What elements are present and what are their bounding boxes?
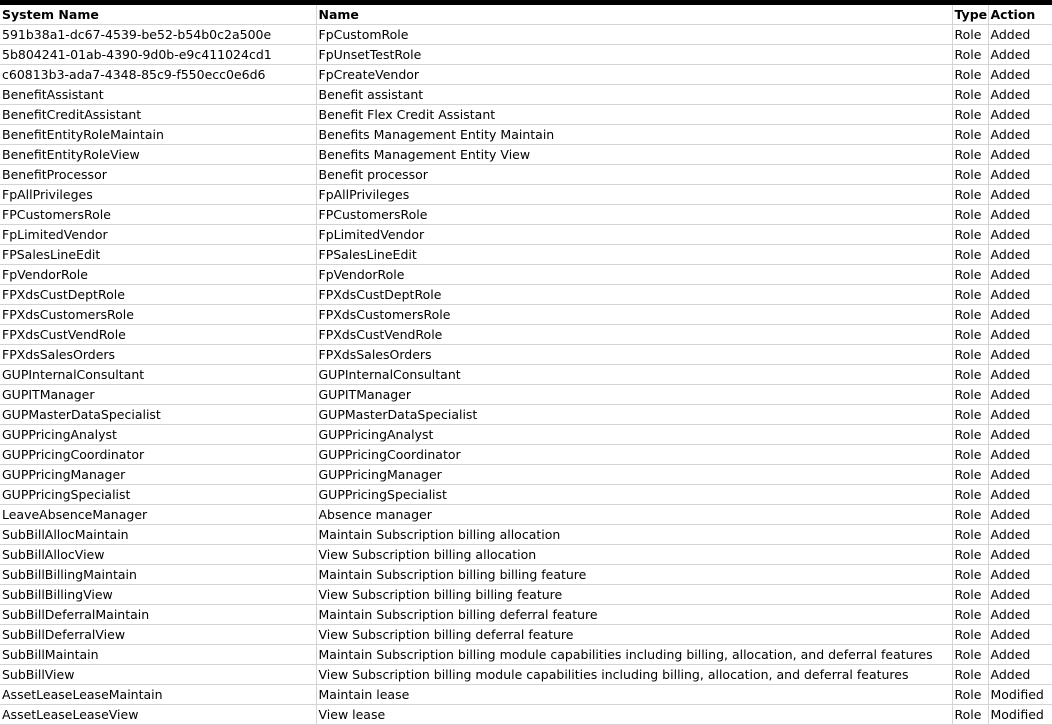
cell-name[interactable]: GUPPricingAnalyst: [316, 425, 952, 445]
cell-name[interactable]: FPCustomersRole: [316, 205, 952, 225]
cell-action[interactable]: Added: [988, 165, 1052, 185]
cell-action[interactable]: Added: [988, 525, 1052, 545]
cell-system-name[interactable]: SubBillView: [0, 665, 316, 685]
cell-system-name[interactable]: GUPPricingAnalyst: [0, 425, 316, 445]
cell-name[interactable]: Benefit assistant: [316, 85, 952, 105]
cell-name[interactable]: FpLimitedVendor: [316, 225, 952, 245]
cell-type[interactable]: Role: [952, 145, 988, 165]
table-row: [0, 345, 1052, 365]
header-action[interactable]: Action: [988, 4, 1052, 25]
table-row: [0, 25, 1052, 45]
cell-type[interactable]: Role: [952, 185, 988, 205]
cell-action[interactable]: Added: [988, 465, 1052, 485]
table-row: [0, 645, 1052, 665]
table-row: [0, 485, 1052, 505]
cell-name[interactable]: Maintain Subscription billing deferral feature: [316, 605, 952, 625]
cell-type[interactable]: Role: [952, 525, 988, 545]
table-row: [0, 185, 1052, 205]
cell-system-name[interactable]: FPXdsCustomersRole: [0, 305, 316, 325]
cell-action[interactable]: Added: [988, 585, 1052, 605]
cell-name[interactable]: View Subscription billing module capabilities including billing, allocation, and deferral features: [316, 665, 952, 685]
table-row: [0, 405, 1052, 425]
table-row: [0, 685, 1052, 705]
table-row: [0, 625, 1052, 645]
cell-system-name[interactable]: SubBillBillingView: [0, 585, 316, 605]
cell-system-name[interactable]: AssetLeaseLeaseView: [0, 705, 316, 725]
cell-name[interactable]: Maintain Subscription billing module capabilities including billing, allocation, and deferral features: [316, 645, 952, 665]
table-row: [0, 465, 1052, 485]
table-row: [0, 105, 1052, 125]
table-row: [0, 545, 1052, 565]
cell-type[interactable]: Role: [952, 285, 988, 305]
cell-name[interactable]: FpAllPrivileges: [316, 185, 952, 205]
cell-action[interactable]: Added: [988, 125, 1052, 145]
cell-system-name[interactable]: GUPPricingSpecialist: [0, 485, 316, 505]
cell-action[interactable]: Added: [988, 445, 1052, 465]
cell-name[interactable]: View lease: [316, 705, 952, 725]
cell-type[interactable]: Role: [952, 45, 988, 65]
table-row: [0, 125, 1052, 145]
table-row: [0, 365, 1052, 385]
cell-system-name[interactable]: GUPMasterDataSpecialist: [0, 405, 316, 425]
cell-name[interactable]: GUPInternalConsultant: [316, 365, 952, 385]
cell-action[interactable]: Modified: [988, 685, 1052, 705]
cell-name[interactable]: Maintain lease: [316, 685, 952, 705]
table-row: [0, 145, 1052, 165]
cell-type[interactable]: Role: [952, 645, 988, 665]
cell-type[interactable]: Role: [952, 85, 988, 105]
cell-system-name[interactable]: GUPInternalConsultant: [0, 365, 316, 385]
table-row: [0, 385, 1052, 405]
cell-action[interactable]: Added: [988, 365, 1052, 385]
cell-system-name[interactable]: BenefitAssistant: [0, 85, 316, 105]
table-row: [0, 65, 1052, 85]
cell-type[interactable]: Role: [952, 125, 988, 145]
cell-type[interactable]: Role: [952, 485, 988, 505]
cell-type[interactable]: Role: [952, 585, 988, 605]
cell-action[interactable]: Added: [988, 185, 1052, 205]
cell-system-name[interactable]: c60813b3-ada7-4348-85c9-f550ecc0e6d6: [0, 65, 316, 85]
cell-name[interactable]: FPXdsSalesOrders: [316, 345, 952, 365]
cell-type[interactable]: Role: [952, 165, 988, 185]
cell-system-name[interactable]: SubBillDeferralView: [0, 625, 316, 645]
cell-name[interactable]: Benefits Management Entity Maintain: [316, 125, 952, 145]
cell-action[interactable]: Added: [988, 545, 1052, 565]
cell-action[interactable]: Added: [988, 345, 1052, 365]
cell-action[interactable]: Added: [988, 45, 1052, 65]
cell-action[interactable]: Added: [988, 145, 1052, 165]
cell-system-name[interactable]: BenefitEntityRoleView: [0, 145, 316, 165]
table-row: [0, 425, 1052, 445]
cell-name[interactable]: Benefits Management Entity View: [316, 145, 952, 165]
cell-action[interactable]: Added: [988, 605, 1052, 625]
cell-name[interactable]: FPSalesLineEdit: [316, 245, 952, 265]
cell-type[interactable]: Role: [952, 225, 988, 245]
cell-action[interactable]: Added: [988, 565, 1052, 585]
cell-type[interactable]: Role: [952, 565, 988, 585]
table-row: [0, 285, 1052, 305]
table-row: [0, 325, 1052, 345]
table-row: [0, 165, 1052, 185]
table-row: [0, 705, 1052, 725]
cell-action[interactable]: Added: [988, 225, 1052, 245]
cell-name[interactable]: View Subscription billing deferral feature: [316, 625, 952, 645]
header-type[interactable]: Type: [952, 4, 988, 25]
cell-action[interactable]: Added: [988, 265, 1052, 285]
cell-type[interactable]: Role: [952, 405, 988, 425]
cell-system-name[interactable]: SubBillDeferralMaintain: [0, 605, 316, 625]
table-row: [0, 585, 1052, 605]
cell-system-name[interactable]: BenefitCreditAssistant: [0, 105, 316, 125]
cell-name[interactable]: FpCustomRole: [316, 25, 952, 45]
table-row: [0, 505, 1052, 525]
cell-system-name[interactable]: FPSalesLineEdit: [0, 245, 316, 265]
cell-name[interactable]: GUPPricingCoordinator: [316, 445, 952, 465]
cell-type[interactable]: Role: [952, 685, 988, 705]
cell-system-name[interactable]: GUPPricingManager: [0, 465, 316, 485]
cell-name[interactable]: FPXdsCustomersRole: [316, 305, 952, 325]
header-system-name[interactable]: System Name: [0, 4, 316, 25]
cell-name[interactable]: FPXdsCustVendRole: [316, 325, 952, 345]
cell-name[interactable]: GUPPricingManager: [316, 465, 952, 485]
cell-type[interactable]: Role: [952, 265, 988, 285]
table-body: [0, 25, 1052, 725]
cell-system-name[interactable]: FPCustomersRole: [0, 205, 316, 225]
cell-system-name[interactable]: FpAllPrivileges: [0, 185, 316, 205]
cell-system-name[interactable]: BenefitProcessor: [0, 165, 316, 185]
cell-system-name[interactable]: SubBillMaintain: [0, 645, 316, 665]
cell-type[interactable]: Role: [952, 105, 988, 125]
cell-name[interactable]: Benefit Flex Credit Assistant: [316, 105, 952, 125]
cell-action[interactable]: Added: [988, 205, 1052, 225]
cell-action[interactable]: Added: [988, 105, 1052, 125]
cell-action[interactable]: Added: [988, 645, 1052, 665]
cell-name[interactable]: View Subscription billing allocation: [316, 545, 952, 565]
table-row: [0, 265, 1052, 285]
table-row: [0, 305, 1052, 325]
cell-type[interactable]: Role: [952, 325, 988, 345]
cell-type[interactable]: Role: [952, 425, 988, 445]
cell-name[interactable]: GUPITManager: [316, 385, 952, 405]
cell-type[interactable]: Role: [952, 465, 988, 485]
cell-system-name[interactable]: LeaveAbsenceManager: [0, 505, 316, 525]
cell-type[interactable]: Role: [952, 245, 988, 265]
cell-type[interactable]: Role: [952, 365, 988, 385]
cell-action[interactable]: Added: [988, 25, 1052, 45]
cell-type[interactable]: Role: [952, 445, 988, 465]
table-row: [0, 565, 1052, 585]
cell-system-name[interactable]: FpLimitedVendor: [0, 225, 316, 245]
cell-action[interactable]: Added: [988, 385, 1052, 405]
cell-type[interactable]: Role: [952, 205, 988, 225]
cell-name[interactable]: Maintain Subscription billing allocation: [316, 525, 952, 545]
cell-name[interactable]: GUPMasterDataSpecialist: [316, 405, 952, 425]
cell-name[interactable]: View Subscription billing billing feature: [316, 585, 952, 605]
table-row: [0, 45, 1052, 65]
cell-type[interactable]: Role: [952, 625, 988, 645]
cell-action[interactable]: Added: [988, 665, 1052, 685]
cell-name[interactable]: Absence manager: [316, 505, 952, 525]
cell-system-name[interactable]: SubBillAllocView: [0, 545, 316, 565]
cell-action[interactable]: Added: [988, 425, 1052, 445]
cell-type[interactable]: Role: [952, 345, 988, 365]
cell-type[interactable]: Role: [952, 605, 988, 625]
cell-name[interactable]: Maintain Subscription billing billing feature: [316, 565, 952, 585]
cell-system-name[interactable]: 591b38a1-dc67-4539-be52-b54b0c2a500e: [0, 25, 316, 45]
cell-action[interactable]: Added: [988, 405, 1052, 425]
cell-action[interactable]: Added: [988, 305, 1052, 325]
cell-system-name[interactable]: SubBillAllocMaintain: [0, 525, 316, 545]
table-row: [0, 245, 1052, 265]
cell-system-name[interactable]: FPXdsCustVendRole: [0, 325, 316, 345]
cell-name[interactable]: FpVendorRole: [316, 265, 952, 285]
cell-action[interactable]: Added: [988, 85, 1052, 105]
table-row: [0, 605, 1052, 625]
cell-type[interactable]: Role: [952, 25, 988, 45]
cell-system-name[interactable]: AssetLeaseLeaseMaintain: [0, 685, 316, 705]
header-name[interactable]: Name: [316, 4, 952, 25]
table-row: [0, 445, 1052, 465]
cell-type[interactable]: Role: [952, 545, 988, 565]
table-row: [0, 85, 1052, 105]
cell-action[interactable]: Added: [988, 485, 1052, 505]
table-row: [0, 205, 1052, 225]
cell-action[interactable]: Modified: [988, 705, 1052, 725]
cell-type[interactable]: Role: [952, 65, 988, 85]
table-row: [0, 665, 1052, 685]
cell-action[interactable]: Added: [988, 65, 1052, 85]
cell-system-name[interactable]: BenefitEntityRoleMaintain: [0, 125, 316, 145]
cell-type[interactable]: Role: [952, 305, 988, 325]
cell-system-name[interactable]: FpVendorRole: [0, 265, 316, 285]
cell-system-name[interactable]: 5b804241-01ab-4390-9d0b-e9c411024cd1: [0, 45, 316, 65]
cell-name[interactable]: FpUnsetTestRole: [316, 45, 952, 65]
cell-type[interactable]: Role: [952, 385, 988, 405]
cell-action[interactable]: Added: [988, 625, 1052, 645]
cell-system-name[interactable]: GUPPricingCoordinator: [0, 445, 316, 465]
cell-system-name[interactable]: SubBillBillingMaintain: [0, 565, 316, 585]
cell-type[interactable]: Role: [952, 705, 988, 725]
roles-table: [0, 3, 1052, 725]
cell-system-name[interactable]: FPXdsSalesOrders: [0, 345, 316, 365]
cell-name[interactable]: FPXdsCustDeptRole: [316, 285, 952, 305]
cell-type[interactable]: Role: [952, 505, 988, 525]
cell-type[interactable]: Role: [952, 665, 988, 685]
cell-action[interactable]: Added: [988, 245, 1052, 265]
cell-action[interactable]: Added: [988, 325, 1052, 345]
cell-name[interactable]: Benefit processor: [316, 165, 952, 185]
header-row: [0, 4, 1052, 25]
cell-action[interactable]: Added: [988, 285, 1052, 305]
cell-system-name[interactable]: GUPITManager: [0, 385, 316, 405]
cell-action[interactable]: Added: [988, 505, 1052, 525]
cell-name[interactable]: GUPPricingSpecialist: [316, 485, 952, 505]
table-row: [0, 525, 1052, 545]
cell-name[interactable]: FpCreateVendor: [316, 65, 952, 85]
table-row: [0, 225, 1052, 245]
cell-system-name[interactable]: FPXdsCustDeptRole: [0, 285, 316, 305]
